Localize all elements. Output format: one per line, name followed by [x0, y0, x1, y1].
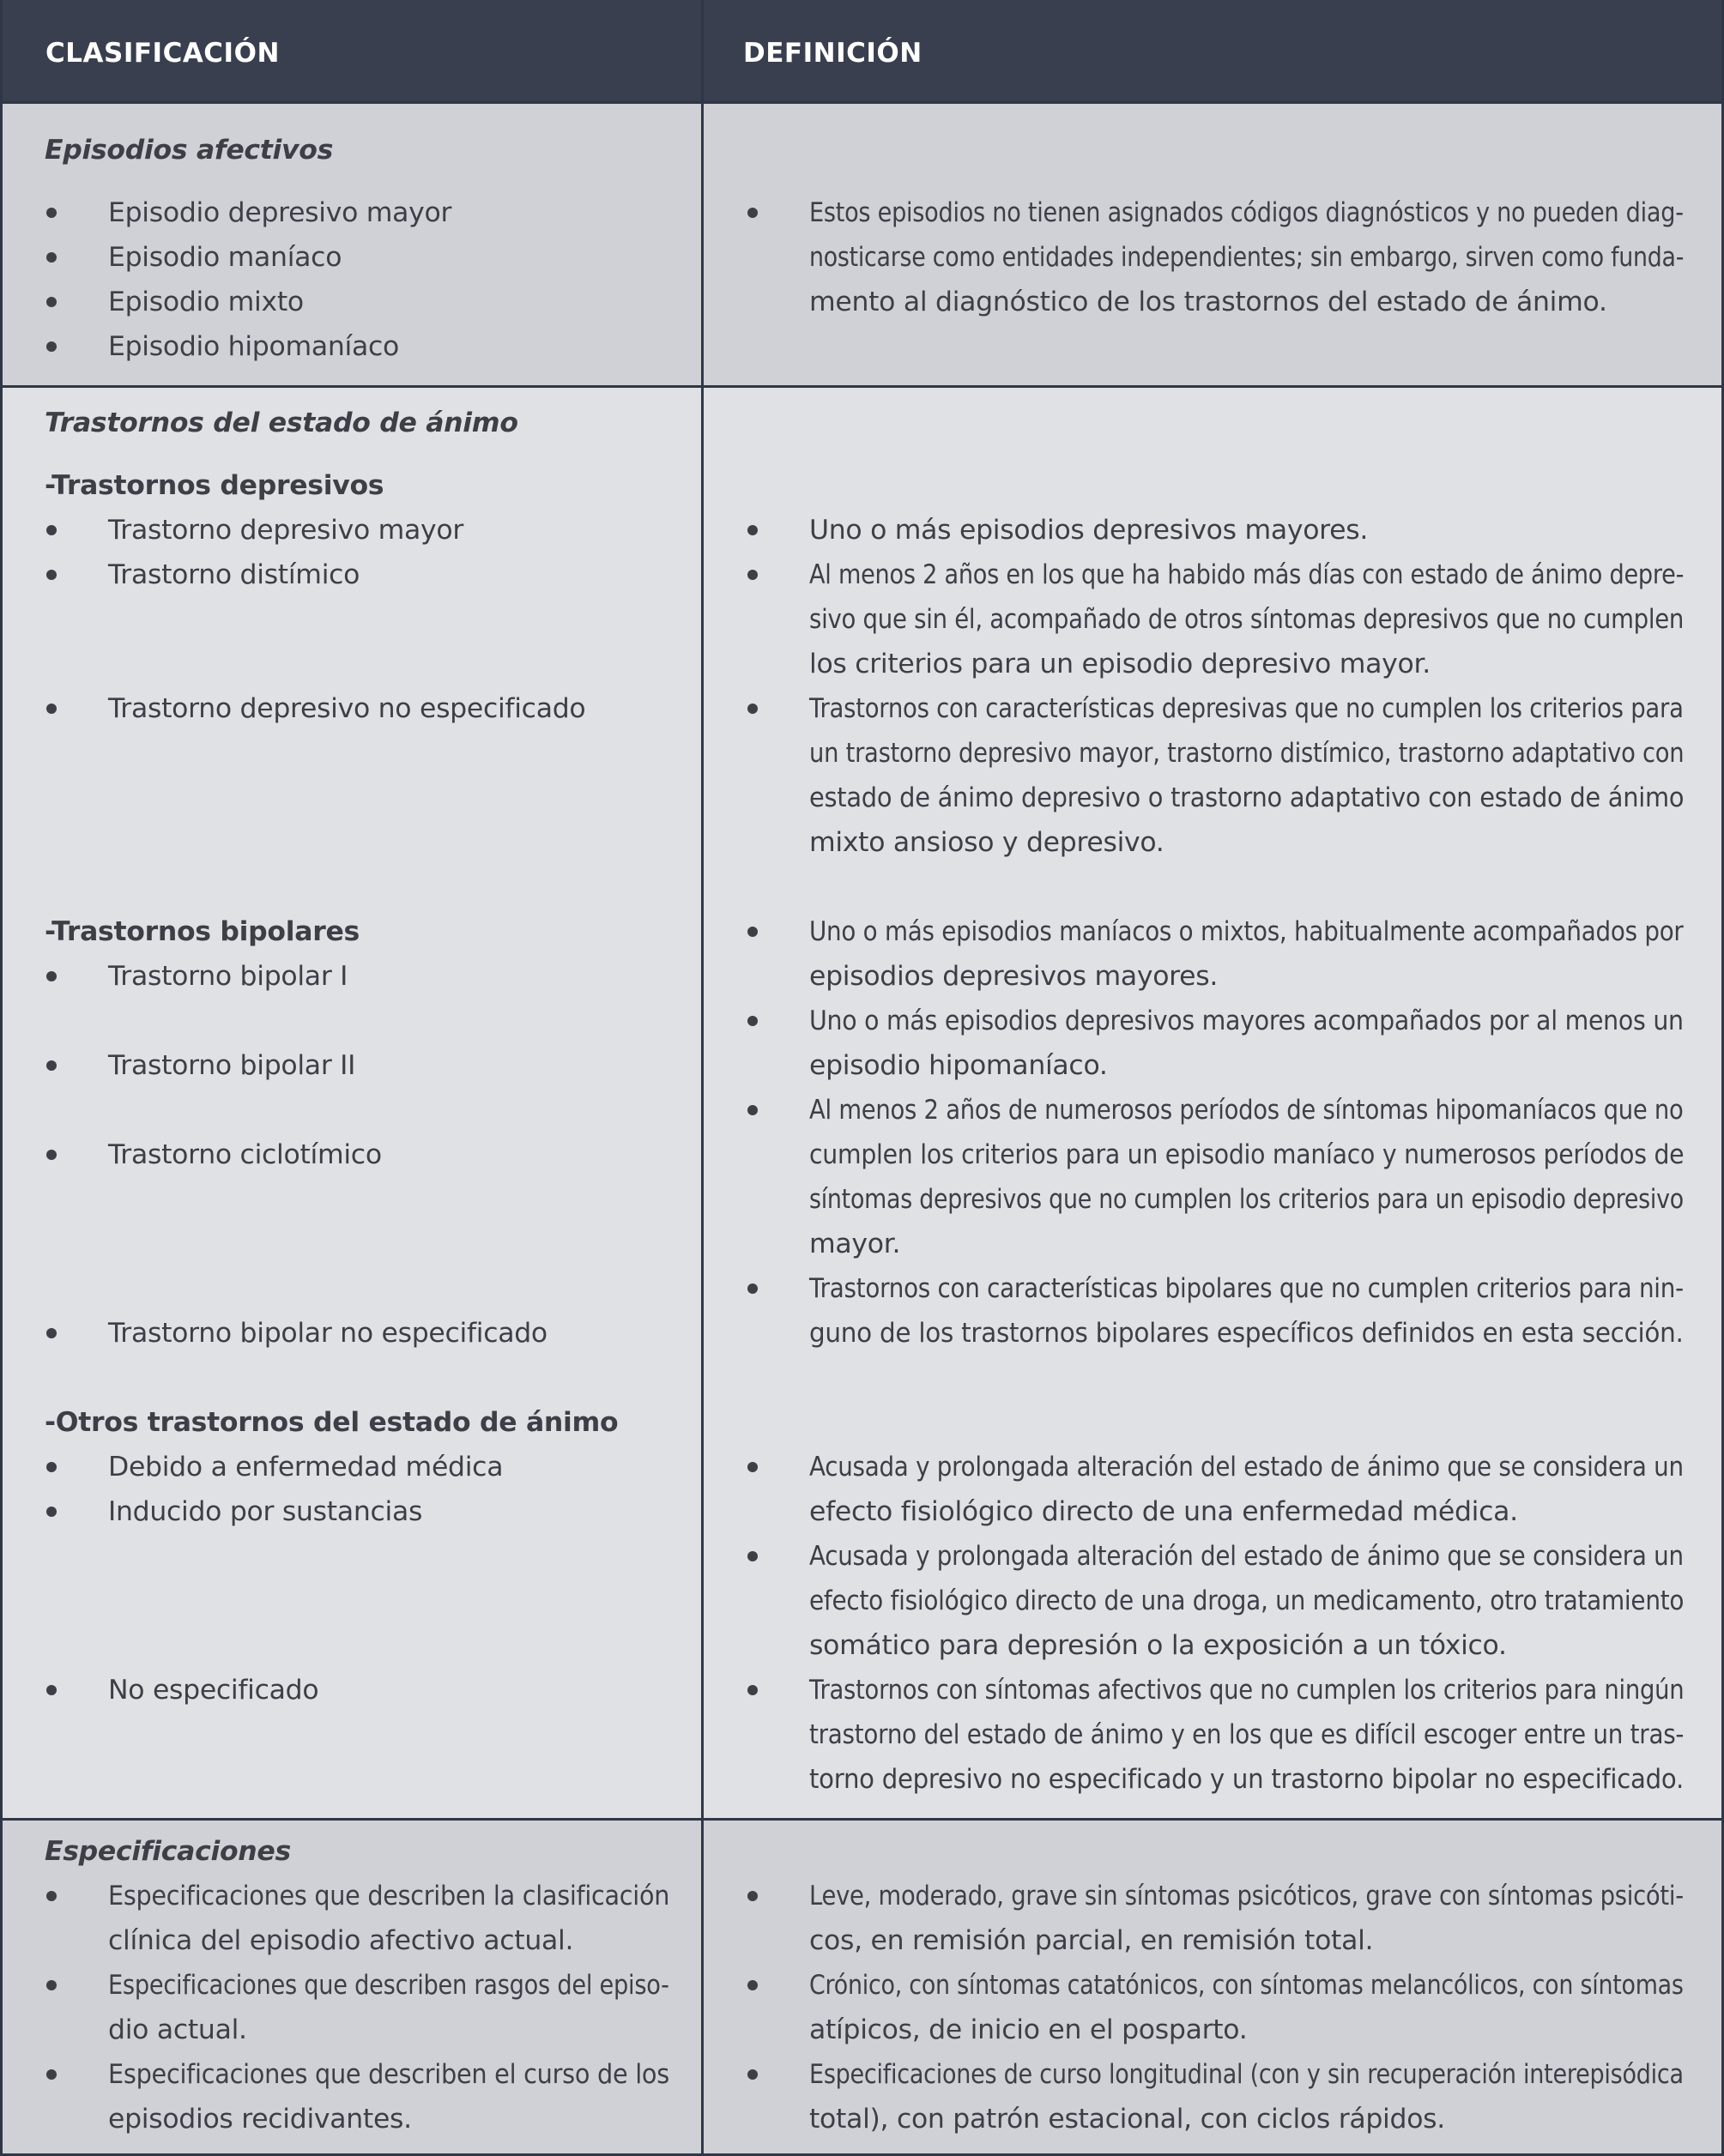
- definition-line: total), con patrón estacional, con ciclos rápidos.: [809, 2104, 1446, 2135]
- row-divider: [0, 1818, 1724, 1821]
- bullet: [46, 297, 57, 307]
- row-divider: [0, 101, 1724, 104]
- bullet: [46, 1150, 57, 1160]
- definition-line: estado de ánimo depresivo o trastorno adaptativo con estado de ánimo: [809, 782, 1685, 813]
- list-item: Debido a enfermedad médica: [108, 1452, 504, 1483]
- section-title: Especificaciones: [45, 1836, 291, 1867]
- list-item: Trastorno distímico: [108, 559, 360, 590]
- definition-line: Leve, moderado, grave sin síntomas psicóticos, grave con síntomas psicóti-: [809, 1881, 1684, 1911]
- definition-line: torno depresivo no especificado y un trastorno bipolar no especificado.: [809, 1764, 1684, 1795]
- definition-line: Al menos 2 años de numerosos períodos de síntomas hipomaníacos que no: [809, 1095, 1684, 1126]
- bullet: [46, 704, 57, 714]
- bullet: [747, 570, 758, 580]
- bullet: [747, 1685, 758, 1695]
- definition-line: trastorno del estado de ánimo y en los que es difícil escoger entre un tras-: [809, 1719, 1685, 1750]
- definition-line: cumplen los criterios para un episodio maníaco y numerosos períodos de: [809, 1139, 1685, 1170]
- definition-line: Especificaciones de curso longitudinal (con y sin recuperación interepisódica: [809, 2059, 1684, 2090]
- bullet: [46, 1507, 57, 1517]
- definition-line: Trastornos con características depresivas que no cumplen los criterios para: [809, 693, 1684, 724]
- definition-line: Uno o más episodios depresivos mayores acompañados por al menos un: [809, 1006, 1684, 1036]
- bullet: [46, 1060, 57, 1071]
- list-item: Episodio mixto: [108, 287, 304, 317]
- bullet: [747, 1462, 758, 1472]
- list-item: Trastorno depresivo mayor: [108, 515, 463, 546]
- bullet: [747, 1551, 758, 1561]
- bullet: [46, 1891, 57, 1901]
- bullet: [46, 341, 57, 352]
- definition-line: efecto fisiológico directo de una droga, un medicamento, otro tratamiento: [809, 1585, 1685, 1616]
- definition-line: efecto fisiológico directo de una enfermedad médica.: [809, 1496, 1518, 1527]
- definition-line: Uno o más episodios maníacos o mixtos, habitualmente acompañados por: [809, 916, 1684, 947]
- section-title: Trastornos del estado de ánimo: [45, 408, 518, 438]
- bullet: [747, 1283, 758, 1294]
- definition-line: episodio hipomaníaco.: [809, 1050, 1108, 1081]
- bullet: [747, 927, 758, 937]
- definition-line: episodios depresivos mayores.: [809, 961, 1219, 992]
- subsection-title: -Otros trastornos del estado de ánimo: [45, 1407, 619, 1438]
- row-divider: [0, 385, 1724, 388]
- subsection-title: -Trastornos depresivos: [45, 470, 384, 501]
- bullet: [46, 1462, 57, 1472]
- list-item: Especificaciones que describen rasgos del episo-: [108, 1970, 669, 2001]
- bullet: [747, 208, 758, 218]
- definition-line: mixto ansioso y depresivo.: [809, 827, 1164, 858]
- definition-line: cos, en remisión parcial, en remisión total.: [809, 1925, 1374, 1956]
- definition-line: sivo que sin él, acompañado de otros síntomas depresivos que no cumplen: [809, 604, 1685, 635]
- header-classification: CLASIFICACIÓN: [45, 38, 280, 69]
- bullet: [46, 570, 57, 580]
- header-cell-classification: [3, 0, 701, 101]
- list-item: Trastorno bipolar II: [108, 1050, 356, 1081]
- list-item: episodios recidivantes.: [108, 2104, 412, 2135]
- bullet: [46, 208, 57, 218]
- definition-line: mento al diagnóstico de los trastornos del estado de ánimo.: [809, 287, 1607, 317]
- bullet: [46, 525, 57, 535]
- bullet: [46, 1980, 57, 1990]
- list-item: Especificaciones que describen el curso de los: [108, 2059, 669, 2090]
- definition-line: guno de los trastornos bipolares específicos definidos en esta sección.: [809, 1318, 1684, 1349]
- bullet: [747, 2069, 758, 2080]
- header-definition: DEFINICIÓN: [743, 38, 922, 69]
- definition-line: Trastornos con características bipolares que no cumplen criterios para nin-: [809, 1273, 1684, 1304]
- bullet: [46, 1328, 57, 1338]
- definition-line: Trastornos con síntomas afectivos que no cumplen los criterios para ningún: [809, 1675, 1685, 1706]
- list-item: Episodio depresivo mayor: [108, 197, 452, 228]
- subsection-title: -Trastornos bipolares: [45, 916, 360, 947]
- list-item: No especificado: [108, 1675, 319, 1706]
- bullet: [747, 1105, 758, 1115]
- bullet: [46, 252, 57, 263]
- list-item: Trastorno bipolar I: [108, 961, 348, 992]
- definition-line: Acusada y prolongada alteración del estado de ánimo que se considera un: [809, 1452, 1684, 1483]
- list-item: dio actual.: [108, 2014, 247, 2045]
- list-item: Episodio hipomaníaco: [108, 331, 399, 362]
- list-item: Inducido por sustancias: [108, 1496, 423, 1527]
- definition-line: Estos episodios no tienen asignados códigos diagnósticos y no pueden diag-: [809, 197, 1684, 228]
- list-item: Episodio maníaco: [108, 242, 342, 273]
- list-item: Trastorno ciclotímico: [108, 1139, 382, 1170]
- list-item: Especificaciones que describen la clasificación: [108, 1881, 670, 1911]
- row2-left: [3, 388, 701, 1818]
- bullet: [46, 971, 57, 981]
- definition-line: Crónico, con síntomas catatónicos, con síntomas melancólicos, con síntomas: [809, 1970, 1684, 2001]
- bullet: [747, 1891, 758, 1901]
- section-title: Episodios afectivos: [45, 135, 334, 166]
- bullet: [747, 704, 758, 714]
- header-cell-definition: [704, 0, 1721, 101]
- definition-line: un trastorno depresivo mayor, trastorno distímico, trastorno adaptativo con: [809, 738, 1685, 769]
- definition-line: Al menos 2 años en los que ha habido más días con estado de ánimo depre-: [809, 559, 1685, 590]
- definition-line: síntomas depresivos que no cumplen los criterios para un episodio depresivo: [809, 1184, 1684, 1215]
- definition-line: nosticarse como entidades independientes; sin embargo, sirven como funda-: [809, 242, 1685, 273]
- bullet: [46, 2069, 57, 2080]
- column-divider: [701, 0, 704, 2156]
- definition-line: los criterios para un episodio depresivo mayor.: [809, 649, 1431, 679]
- bullet: [747, 525, 758, 535]
- definition-line: mayor.: [809, 1229, 901, 1259]
- bullet: [46, 1685, 57, 1695]
- bullet: [747, 1980, 758, 1990]
- list-item: Trastorno bipolar no especificado: [108, 1318, 547, 1349]
- bullet: [747, 1016, 758, 1026]
- list-item: clínica del episodio afectivo actual.: [108, 1925, 574, 1956]
- list-item: Trastorno depresivo no especificado: [108, 693, 586, 724]
- definition-line: Acusada y prolongada alteración del estado de ánimo que se considera un: [809, 1541, 1684, 1572]
- definition-line: atípicos, de inicio en el posparto.: [809, 2014, 1248, 2045]
- definition-line: Uno o más episodios depresivos mayores.: [809, 515, 1369, 546]
- definition-line: somático para depresión o la exposición a un tóxico.: [809, 1630, 1507, 1661]
